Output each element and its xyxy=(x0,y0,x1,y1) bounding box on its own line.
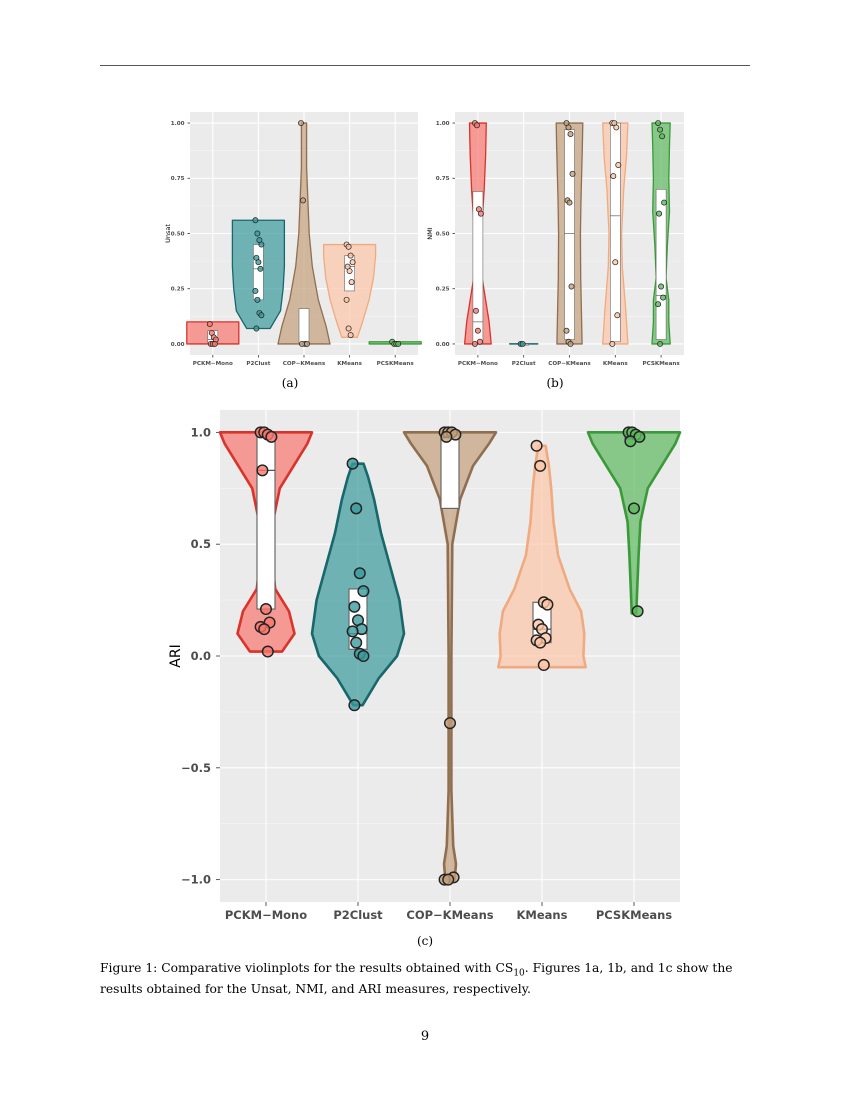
x-tick-label: PCSKMeans xyxy=(376,361,414,367)
data-point xyxy=(656,120,661,125)
data-point xyxy=(629,503,640,514)
data-point xyxy=(542,599,553,610)
x-tick-label: COP−KMeans xyxy=(548,361,591,367)
x-tick-label: PCSKMeans xyxy=(642,361,680,367)
data-point xyxy=(207,321,212,326)
x-tick-label: P2Clust xyxy=(511,361,536,367)
y-axis-label: Unsat xyxy=(164,224,172,243)
data-point xyxy=(355,568,366,579)
data-point xyxy=(570,171,575,176)
data-point xyxy=(358,651,369,662)
data-point xyxy=(349,280,354,285)
data-point xyxy=(253,218,258,223)
data-point xyxy=(478,211,483,216)
data-point xyxy=(474,123,479,128)
y-axis-label: NMI xyxy=(426,227,434,240)
data-point xyxy=(660,134,665,139)
data-point xyxy=(535,461,546,472)
data-point xyxy=(477,339,482,344)
data-point xyxy=(658,341,663,346)
chart-panel-c xyxy=(168,410,680,948)
data-point xyxy=(473,308,478,313)
y-tick-label: 0.0 xyxy=(190,649,211,664)
data-point xyxy=(304,341,309,346)
data-point xyxy=(661,295,666,300)
data-point xyxy=(472,341,477,346)
data-point xyxy=(611,173,616,178)
data-point xyxy=(539,660,550,671)
y-tick-label: 1.0 xyxy=(190,425,211,440)
data-point xyxy=(346,326,351,331)
x-tick-label: PCSKMeans xyxy=(595,908,673,922)
data-point xyxy=(614,125,619,130)
data-point xyxy=(568,131,573,136)
data-point xyxy=(212,341,217,346)
data-point xyxy=(349,700,360,711)
data-point xyxy=(441,432,452,443)
data-point xyxy=(255,231,260,236)
data-point xyxy=(347,626,358,637)
data-point xyxy=(344,297,349,302)
data-point xyxy=(531,440,542,451)
violin-cop-kmeans xyxy=(556,120,583,346)
data-point xyxy=(350,260,355,265)
box xyxy=(610,123,620,342)
data-point xyxy=(259,242,264,247)
data-point xyxy=(258,266,263,271)
data-point xyxy=(566,125,571,130)
violin-pcskmeans xyxy=(652,120,670,346)
data-point xyxy=(659,284,664,289)
data-point xyxy=(351,503,362,514)
data-point xyxy=(263,646,274,657)
chart-panel-a xyxy=(164,112,421,390)
y-tick-label: −0.5 xyxy=(180,760,211,775)
data-point xyxy=(346,244,351,249)
data-point xyxy=(662,200,667,205)
caption-subscript: 10 xyxy=(513,968,525,979)
data-point xyxy=(253,288,258,293)
data-point xyxy=(348,333,353,338)
data-point xyxy=(255,297,260,302)
box xyxy=(565,130,575,340)
figure-caption xyxy=(100,960,752,997)
data-point xyxy=(254,326,259,331)
y-tick-label: 0.5 xyxy=(190,537,211,552)
y-tick-label: 0.50 xyxy=(170,231,185,238)
data-point xyxy=(616,162,621,167)
data-point xyxy=(568,341,573,346)
data-point xyxy=(349,602,360,613)
data-point xyxy=(396,341,401,346)
y-tick-label: 0.00 xyxy=(435,341,450,348)
x-tick-label: P2Clust xyxy=(246,361,271,367)
panel-sublabel: (c) xyxy=(416,934,434,948)
data-point xyxy=(656,302,661,307)
data-point xyxy=(445,718,456,729)
y-tick-label: 0.50 xyxy=(435,231,450,238)
panel-sublabel: (b) xyxy=(546,376,564,390)
data-point xyxy=(610,341,615,346)
data-point xyxy=(358,586,369,597)
data-point xyxy=(299,341,304,346)
y-tick-label: 0.25 xyxy=(435,286,450,293)
x-tick-label: KMeans xyxy=(516,908,568,922)
data-point xyxy=(347,268,352,273)
data-point xyxy=(351,637,362,648)
data-point xyxy=(567,200,572,205)
data-point xyxy=(569,284,574,289)
y-tick-label: 0.25 xyxy=(170,286,185,293)
data-point xyxy=(257,465,268,476)
y-tick-label: −1.0 xyxy=(180,872,211,887)
data-point xyxy=(615,313,620,318)
y-tick-label: 0.75 xyxy=(170,176,185,183)
data-point xyxy=(443,874,454,885)
data-point xyxy=(475,328,480,333)
data-point xyxy=(261,604,272,615)
data-point xyxy=(535,637,546,648)
data-point xyxy=(256,260,261,265)
box xyxy=(441,432,459,508)
x-tick-label: KMeans xyxy=(337,361,362,367)
x-tick-label: P2Clust xyxy=(333,908,383,922)
caption-suffix: . Figures 1a, 1b, and 1c show the results obtained for the Unsat, NMI, and ARI measures, respectively. xyxy=(100,961,733,997)
data-point xyxy=(520,341,525,346)
data-point xyxy=(298,120,303,125)
data-point xyxy=(657,211,662,216)
y-tick-label: 0.75 xyxy=(435,176,450,183)
data-point xyxy=(632,606,643,617)
data-point xyxy=(348,253,353,258)
data-point xyxy=(658,127,663,132)
box xyxy=(257,432,275,609)
data-point xyxy=(259,313,264,318)
panel-sublabel: (a) xyxy=(281,376,299,390)
x-tick-label: PCKM−Mono xyxy=(192,361,233,367)
caption-prefix: Figure 1: Comparative violinplots for the results obtained with CS xyxy=(100,961,514,975)
data-point xyxy=(564,328,569,333)
x-tick-label: PCKM−Mono xyxy=(457,361,498,367)
data-point xyxy=(625,436,636,447)
chart-panel-b xyxy=(426,112,684,390)
data-point xyxy=(266,432,277,443)
x-tick-label: PCKM−Mono xyxy=(224,908,308,922)
data-point xyxy=(259,624,270,635)
y-tick-label: 1.00 xyxy=(435,121,450,128)
data-point xyxy=(347,458,358,469)
data-point xyxy=(613,260,618,265)
y-tick-label: 1.00 xyxy=(170,121,185,128)
data-point xyxy=(300,198,305,203)
violin-pckm-mono xyxy=(187,321,239,346)
violin-p2clust xyxy=(232,218,284,331)
x-tick-label: KMeans xyxy=(602,361,628,367)
y-axis-label: ARI xyxy=(168,644,184,668)
page-number: 9 xyxy=(420,1029,430,1044)
box xyxy=(299,309,309,344)
x-tick-label: COP−KMeans xyxy=(406,908,494,922)
y-tick-label: 0.00 xyxy=(170,341,185,348)
x-tick-label: COP−KMeans xyxy=(282,361,326,367)
